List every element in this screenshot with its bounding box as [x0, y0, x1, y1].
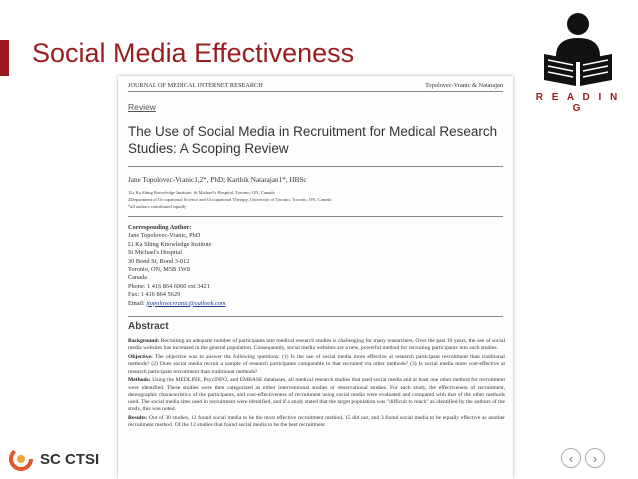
- corresponding-line: Toronto, ON, M5B 1W8: [128, 266, 191, 274]
- slide-title: Social Media Effectiveness: [32, 38, 355, 68]
- sc-ctsi-logo: [8, 446, 99, 472]
- ctsi-logo-icon: [8, 446, 34, 472]
- abstract-text: Using the MEDLINE, PsycINFO, and EMBASE databases, all medical research studies that used social media and at least one other method for recruitment were identified. These studies were then categorized as either interventional studies or observational studies. For each study, the effectiveness of recruitment, demographic characteristics of the participants, and cost-effectiveness of recruitment using social media were evaluated and compared with that of the other methods used. The social media sites used in recruitment were identified, and if a study stated that the target population was "difficult to reach" as identified by the authors of the study, this was noted.: [128, 377, 505, 413]
- next-slide-button[interactable]: ›: [585, 448, 605, 468]
- journal-name: JOURNAL OF MEDICAL INTERNET RESEARCH: [128, 82, 263, 89]
- affiliation-3: *all authors contributed equally: [128, 204, 187, 209]
- abstract-paragraph: [128, 338, 505, 353]
- abstract-body: [128, 338, 505, 431]
- corresponding-line: Li Ka Shing Knowledge Institute: [128, 240, 212, 248]
- abstract-label: Background:: [128, 338, 160, 344]
- journal-header: [128, 82, 503, 92]
- paper-screenshot: [118, 76, 513, 479]
- logo-text: SC CTSI: [40, 450, 100, 468]
- corresponding-line: St Michael's Hospital: [128, 249, 182, 257]
- abstract-paragraph: [128, 377, 505, 413]
- abstract-paragraph: [128, 354, 505, 376]
- email-label: Email:: [128, 299, 145, 307]
- corresponding-heading: Corresponding Author:: [128, 224, 192, 231]
- reading-label: R E A D I N G: [535, 92, 621, 114]
- email-link[interactable]: jtopolovecvranic@outlook.com: [146, 299, 226, 307]
- email-line: [128, 300, 225, 308]
- abstract-text: Out of 30 studies, 12 found social media to be the most effective recruitment method, 15 did not, and 3 found social media to be equally effective as another recruitment method. Of the 12 studies that found social media to be the best recruitment: [128, 415, 505, 429]
- paper-title: The Use of Social Media in Recruitment for Medical Research Studies: A Scoping Review: [128, 124, 498, 156]
- title-accent-bar: [0, 40, 9, 76]
- previous-slide-button[interactable]: ‹: [561, 448, 581, 468]
- abstract-label: Objective:: [128, 353, 153, 360]
- abstract-text: The objective was to answer the following questions: (1) Is the use of social media more effective at research participant recruitment than traditional methods? (2) Does social media recruit a sample of research participants comparable to that recruited via other methods? (3) Is social media more cost-effective at research participant recruitment than traditional methods?: [128, 353, 505, 375]
- abstract-text: Recruiting an adequate number of participants into medical research studies is challenging for many researchers. Over the past 10 years, the use of social media websites has increased in the general population. Consequently, social media websites are a new, powerful method for recruiting participants into such studies.: [128, 338, 505, 352]
- paper-authors: Jane Topolovec-Vranic1,2*, PhD; Karthik Natarajan1*, HBSc: [128, 176, 307, 184]
- title-divider: [128, 166, 503, 167]
- abstract-paragraph: [128, 415, 505, 430]
- abstract-heading: Abstract: [128, 321, 169, 332]
- person-reading-icon: [540, 10, 616, 90]
- reading-badge: [528, 0, 628, 112]
- abstract-label: Results:: [128, 415, 148, 422]
- corresponding-author: [128, 224, 225, 308]
- abstract-label: Methods:: [128, 377, 151, 384]
- authors-divider: [128, 216, 503, 217]
- abstract-divider: [128, 316, 503, 317]
- affiliation-1: 1Li Ka Shing Knowledge Institute, St Michael's Hospital, Toronto, ON, Canada: [128, 190, 275, 195]
- affiliation-2: 2Department of Occupational Science and Occupational Therapy, University of Toronto, Toronto, ON, Canada: [128, 197, 332, 202]
- journal-authors: Topolovec-Vranic & Natarajan: [425, 82, 503, 89]
- corresponding-line: Fax: 1 416 864 5629: [128, 291, 181, 299]
- corresponding-line: Phone: 1 416 864 6060 ext 3421: [128, 282, 210, 290]
- corresponding-line: Canada: [128, 274, 147, 282]
- section-label: Review: [128, 102, 156, 112]
- corresponding-line: 30 Bond St, Bond 3-012: [128, 257, 190, 265]
- corresponding-line: Jane Topolovec-Vranic, PhD: [128, 232, 201, 240]
